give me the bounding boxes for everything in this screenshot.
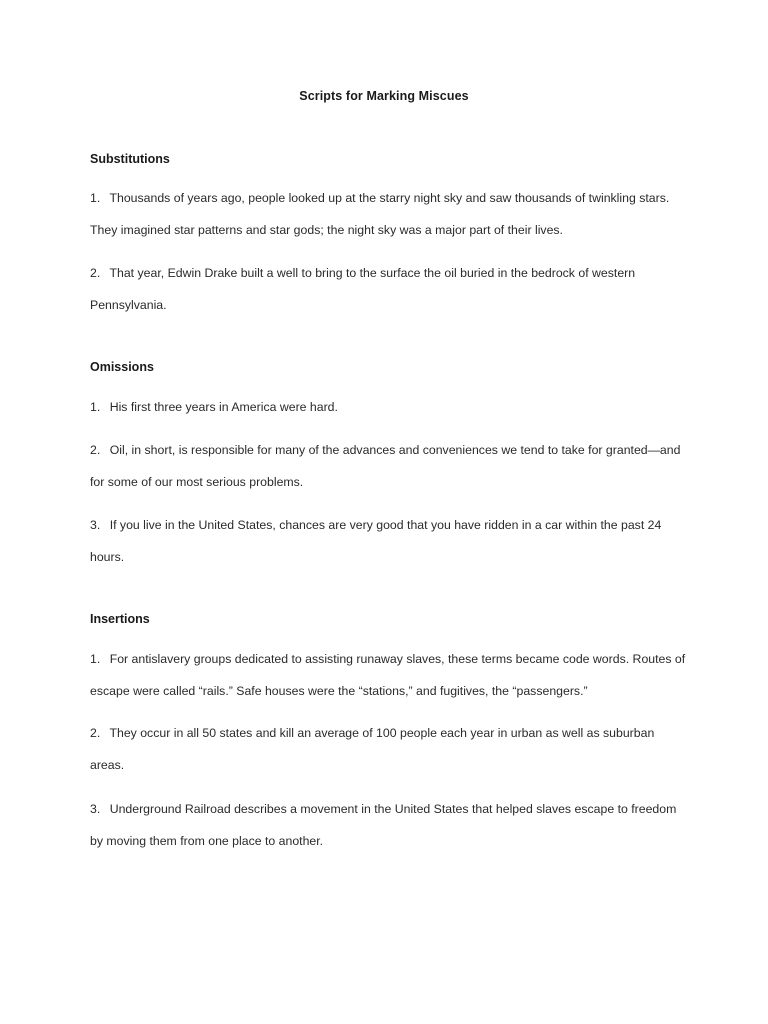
list-item <box>90 183 690 246</box>
list-item <box>90 392 690 424</box>
item-number: 2. <box>90 443 101 457</box>
item-number: 1. <box>90 652 101 666</box>
list-item <box>90 794 690 857</box>
item-text: Thousands of years ago, people looked up at the starry night sky and saw thousands of twinkling stars. They imagined star patterns and star gods; the night sky was a major part of their lives. <box>90 191 670 237</box>
item-number: 3. <box>90 802 101 816</box>
item-text: If you live in the United States, chances are very good that you have ridden in a car within the past 24 hours. <box>90 518 662 564</box>
item-text: Oil, in short, is responsible for many of the advances and conveniences we tend to take for granted—and for some of our most serious problems. <box>90 443 681 489</box>
list-item <box>90 258 690 321</box>
item-text: His first three years in America were hard. <box>109 400 338 414</box>
document-title: Scripts for Marking Miscues <box>299 89 469 103</box>
item-text: For antislavery groups dedicated to assisting runaway slaves, these terms became code words. Routes of escape were called “rails.” Safe houses were the “stations,” and fugitives, the “passengers.” <box>90 652 686 698</box>
section-heading-insertions: Insertions <box>90 612 150 626</box>
item-text: That year, Edwin Drake built a well to bring to the surface the oil buried in the bedrock of western Pennsylvania. <box>90 266 636 312</box>
item-number: 2. <box>90 726 101 740</box>
list-item <box>90 718 690 781</box>
list-item <box>90 510 690 573</box>
item-text: Underground Railroad describes a movement in the United States that helped slaves escape to freedom by moving them from one place to another. <box>90 802 677 848</box>
list-item <box>90 435 690 498</box>
list-item <box>90 644 690 707</box>
item-number: 1. <box>90 400 101 414</box>
item-text: They occur in all 50 states and kill an average of 100 people each year in urban as well as suburban areas. <box>90 726 655 772</box>
item-number: 1. <box>90 191 101 205</box>
section-heading-omissions: Omissions <box>90 360 154 374</box>
section-heading-substitutions: Substitutions <box>90 152 170 166</box>
item-number: 2. <box>90 266 101 280</box>
item-number: 3. <box>90 518 101 532</box>
